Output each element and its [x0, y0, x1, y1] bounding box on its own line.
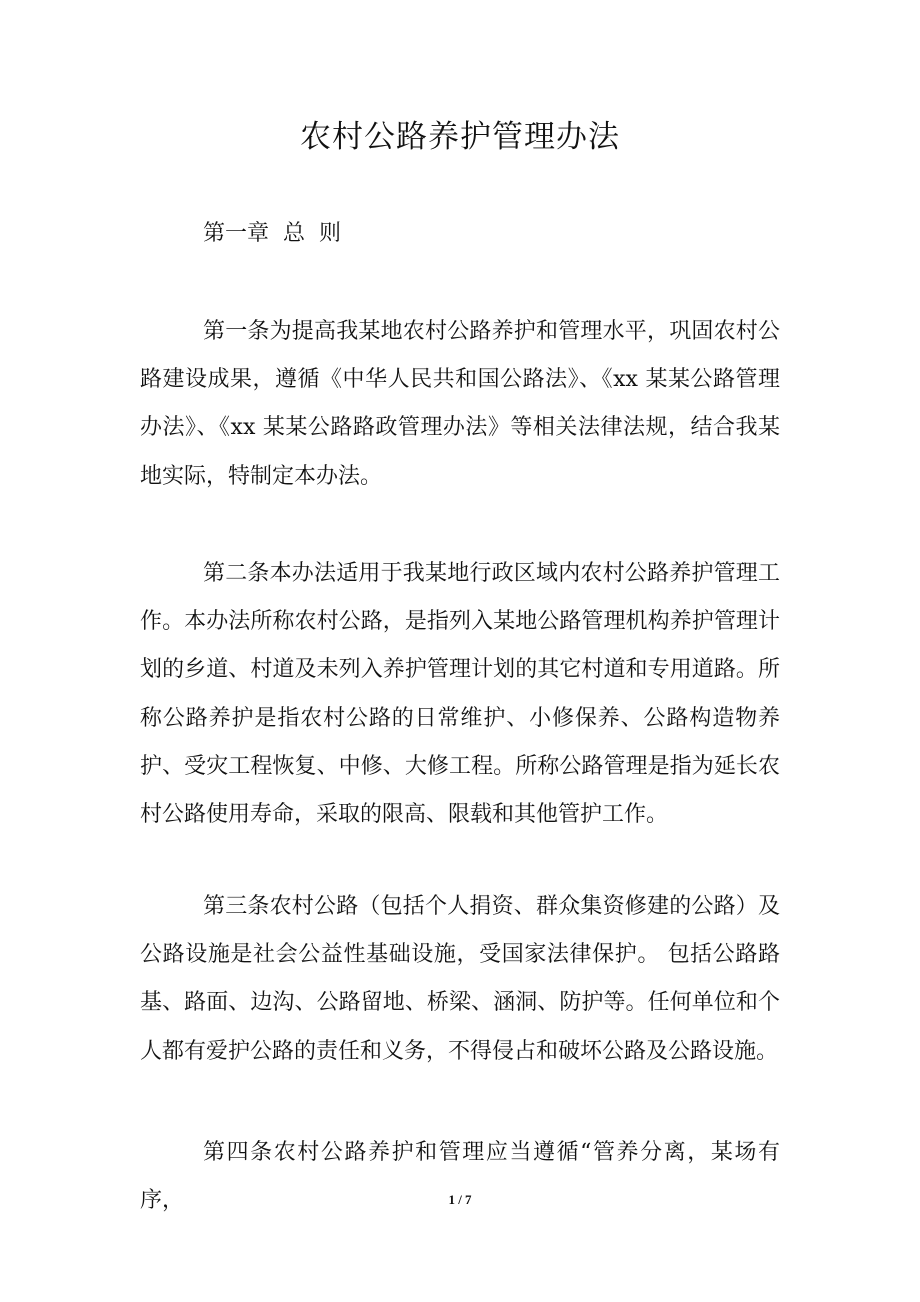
article-2-paragraph: 第二条本办法适用于我某地行政区域内农村公路养护管理工作。本办法所称农村公路，是指列入某地公路管理机构养护管理计划的乡道、村道及未列入养护管理计划的其它村道和专用道路。所称公路养护是指农村公路的日常维护、小修保养、公路构造物养护、受灾工程恢复、中修、大修工程。所称公路管理是指为延长农村公路使用寿命，采取的限高、限载和其他管护工作。	[140, 561, 780, 828]
chapter-heading: 第一章 总 则	[203, 221, 341, 246]
page-number: 1 / 7	[448, 1192, 472, 1207]
article-1-paragraph: 第一条为提高我某地农村公路养护和管理水平，巩固农村公路建设成果，遵循《中华人民共和国公路法》、《xx 某某公路管理办法》、《xx 某某公路路政管理办法》等相关法律法规，结合我某地实际，特制定本办法。	[140, 319, 780, 489]
article-4-paragraph: 第四条农村公路养护和管理应当遵循“管养分离，某场有序，	[140, 1140, 780, 1214]
article-3-paragraph: 第三条农村公路（包括个人捐资、群众集资修建的公路）及公路设施是社会公益性基础设施，受国家法律保护。 包括公路路基、路面、边沟、公路留地、桥梁、涵洞、防护等。任何单位和个人都有爱护公路的责任和义务，不得侵占和破坏公路及公路设施。	[140, 894, 780, 1064]
document-title: 农村公路养护管理办法	[300, 119, 620, 155]
